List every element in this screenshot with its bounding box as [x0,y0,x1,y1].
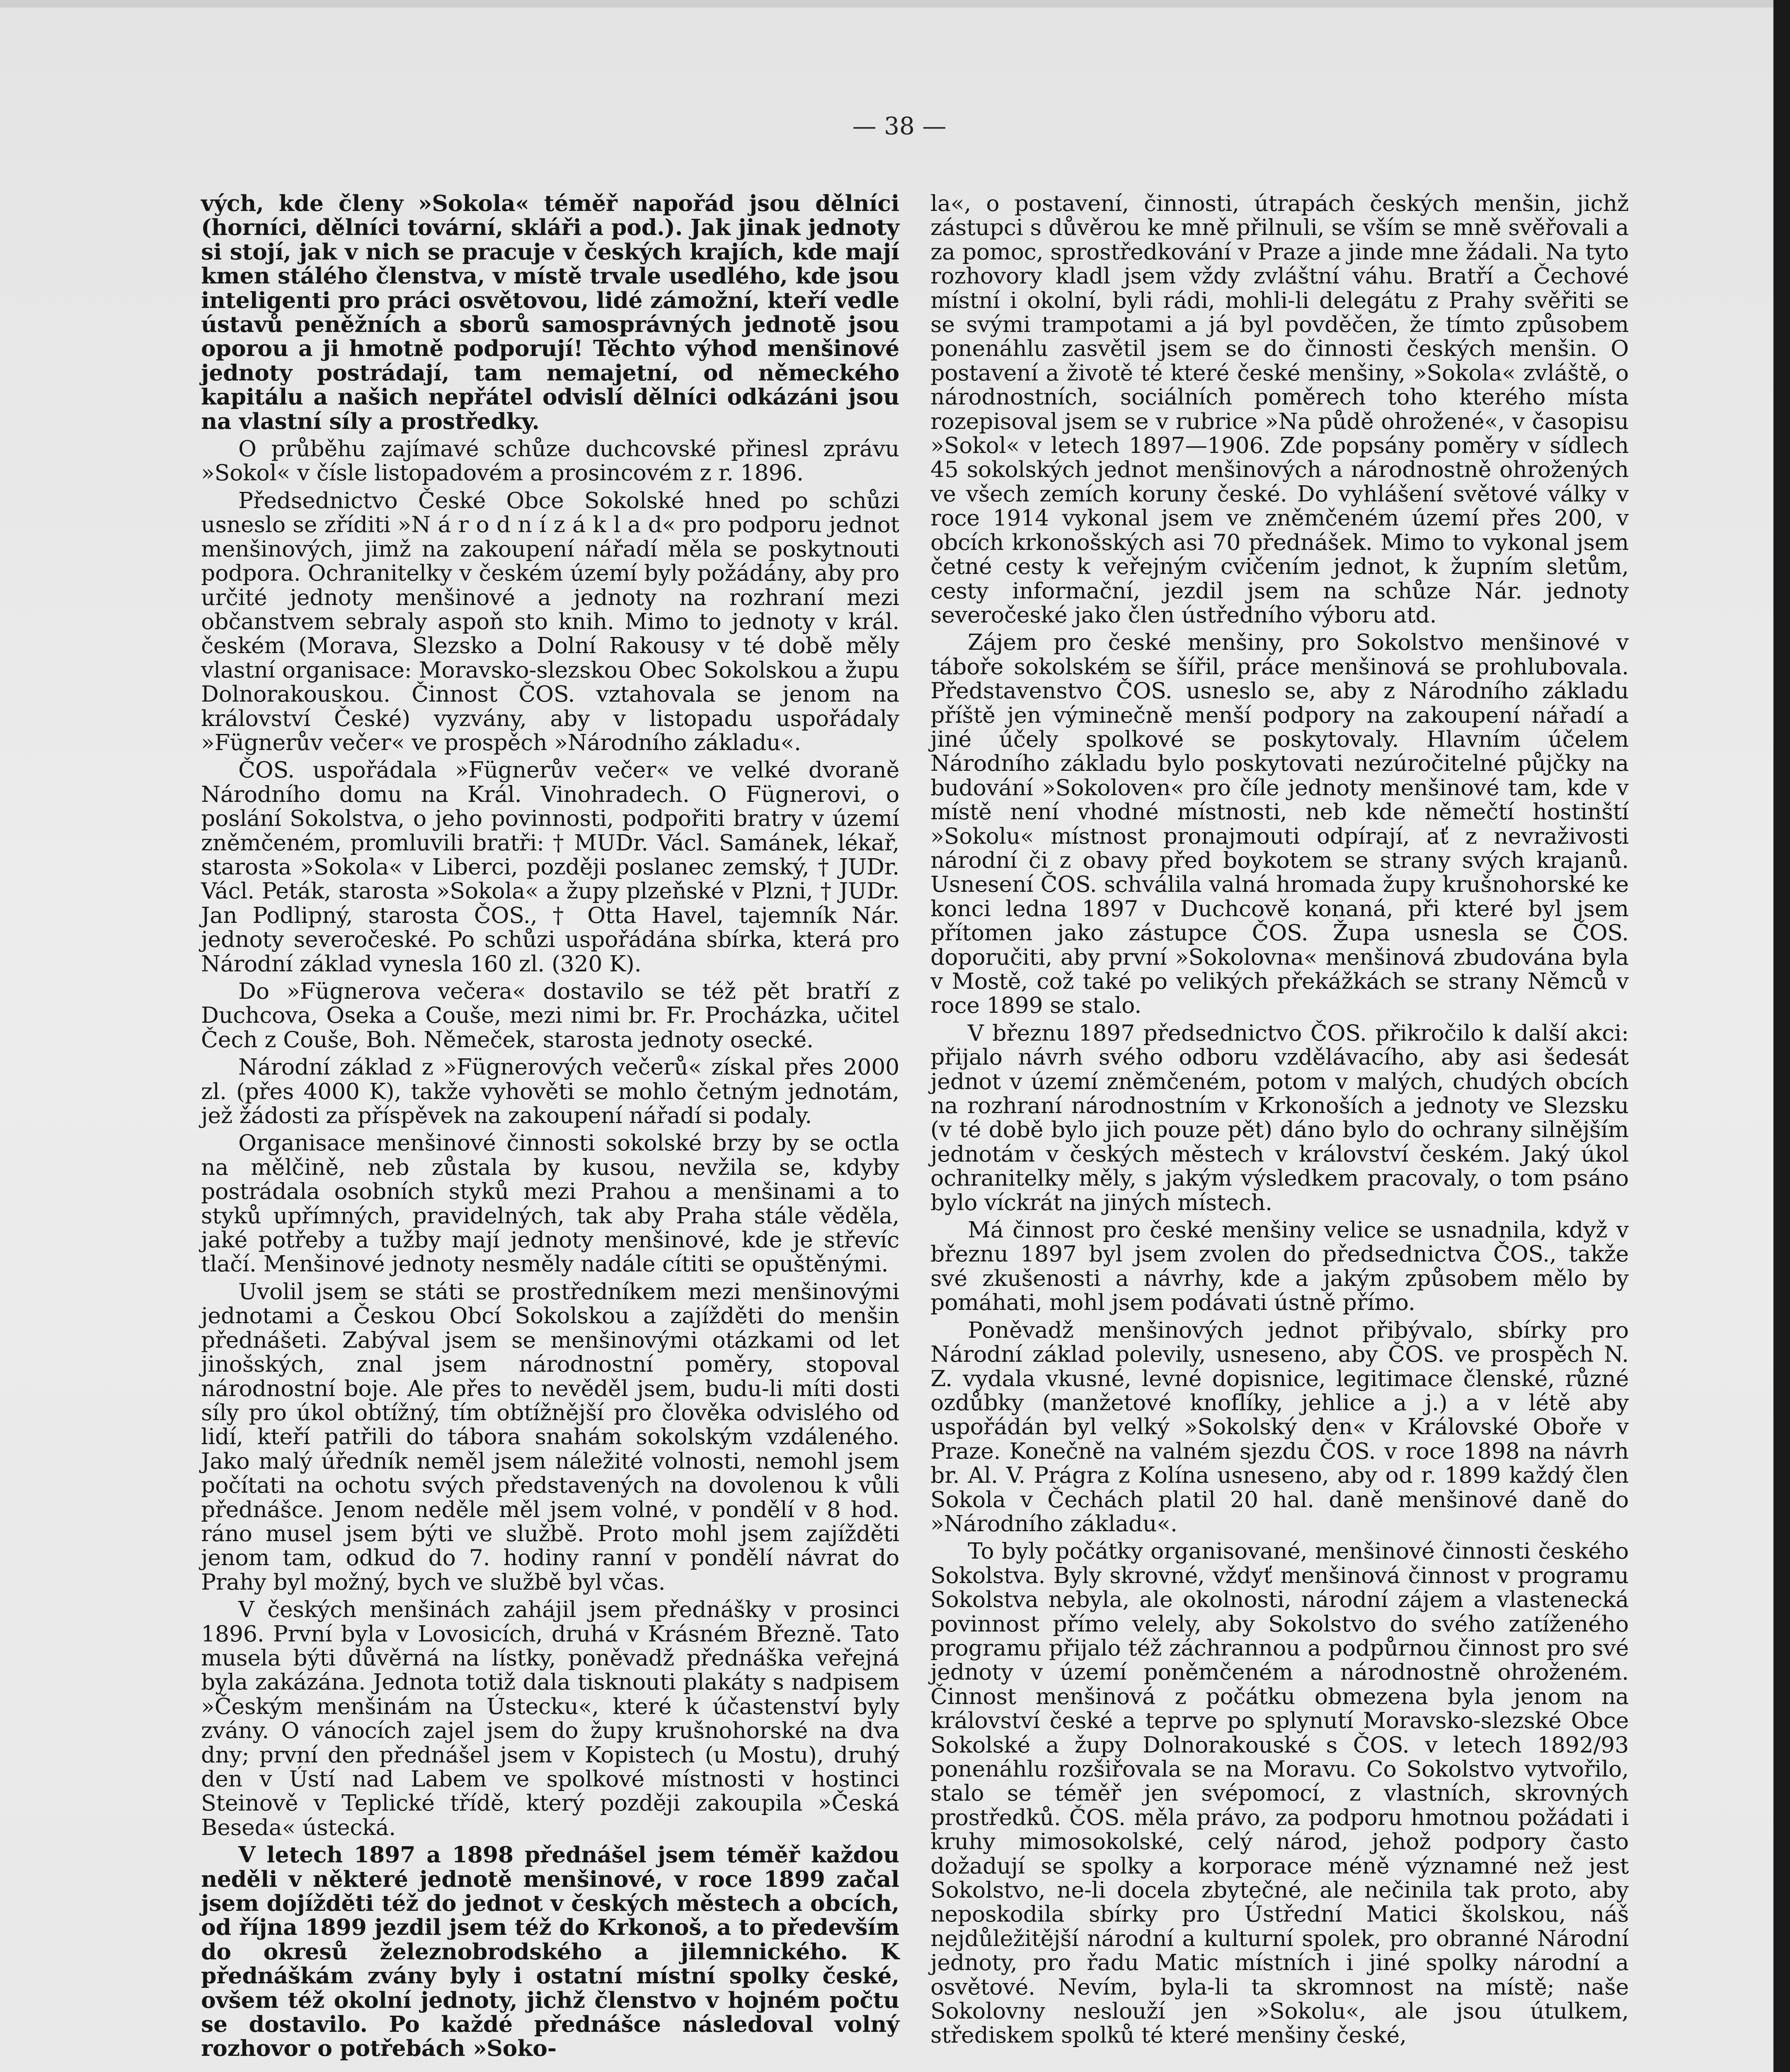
paragraph: Organisace menšinové činnosti sokolské brzy by se octla na mělčině, neb zůstala by kusou, nevžila se, kdyby postrádala osobních styků mezi Prahou a menšinami a to styků upřímných, pravidelných, tak aby Praha stále věděla, jaké potřeby a tužby mají jednoty menšinové, kde je střevíc tlačí. Menšinové jednoty nesměly nadále cítiti se opuštěnými. [201,1130,899,1277]
paragraph: Uvolil jsem se státi se prostředníkem mezi menšinovými jednotami a Českou Obcí Sokolskou a zajížděti do menšin přednášeti. Zabýval jsem se menšinovými otázkami od let jinošských, znal jsem národnostní poměry, stopoval národnostní boje. Ale přes to nevěděl jsem, budu-li míti dosti síly pro úkol obtížný, tím obtížnější pro člověka odvislého od lidí, kteří patřili do tábora snahám sokolským vzdáleného. Jako malý úředník neměl jsem náležité volnosti, nemohl jsem počítati na ochotu svých představených na dovolenou k vůli přednášce. Jenom neděle měl jsem volné, v pondělí v 8 hod. ráno musel jsem býti ve službě. Proto mohl jsem zajížděti jenom tam, odkud do 7. hodiny ranní v pondělí návrat do Prahy byl možný, bych ve službě byl včas. [201,1278,899,1595]
paragraph: V letech 1897 a 1898 přednášel jsem téměř každou neděli v některé jednotě menšinové, v roce 1899 začal jsem dojížděti též do jednot v českých městech a obcích, od října 1899 jezdil jsem též do Krkonoš, a to především do okresů železnobrodského a jilemnického. K přednáškám zvány byly i ostatní místní spolky české, ovšem též okolní jednoty, jichž členstvo v hojném počtu se dostavilo. Po každé přednášce následoval volný rozhovor o potřebách »Soko- [201,1842,899,2062]
paragraph: Do »Fügnerova večera« dostavilo se též pět bratří z Duchcova, Oseka a Couše, mezi nimi br. Fr. Procházka, učitel Čech z Couše, Boh. Němeček, starosta jednoty osecké. [201,978,899,1053]
paragraph: V březnu 1897 předsednictvo ČOS. přikročilo k další akci: přijalo návrh svého odboru vzdělávacího, aby asi šedesát jednot v území zněmčeném, potom v malých, chudých obcích na rozhraní národnostním v Krkonoších a jednoty ve Slezsku (v té době bylo jich pouze pět) dáno bylo do ochrany silnějším jednotám v českých městech v království českém. Jaký úkol ochranitelky měly, s jakým výsledkem pracovaly, o tom psáno bylo víckrát na jiných místech. [930,1019,1629,1215]
paragraph: Zájem pro české menšiny, pro Sokolstvo menšinové v táboře sokolském se šířil, práce menšinová se prohlubovala. Představenstvo ČOS. usneslo se, aby z Národního základu příště jen výminečně menší podpory na zakoupení nářadí a jiné účely spolkové se poskytovaly. Hlavním účelem Národního základu bylo poskytovati nezúročitelné půjčky na budování »Sokoloven« pro číle jednoty menšinové tam, kde v místě není vhodné místnosti, neb kde němečtí hostinští »Sokolu« místnost pronajmouti odpírají, ať z nevraživosti národní či z obavy před boykotem se strany svých krajanů. Usnesení ČOS. schválila valná hromada župy krušnohorské ke konci ledna 1897 v Duchcově konaná, při které byl jsem přítomen jako zástupce ČOS. Župa usnesla se ČOS. doporučiti, aby první »Sokolovna« menšinová zbudována byla v Mostě, což také po velikých překážkách se strany Němců v roce 1899 se stalo. [930,629,1629,1019]
page-number: — 38 — [852,112,947,140]
paragraph: Má činnost pro české menšiny velice se usnadnila, když v březnu 1897 byl jsem zvolen do předsednictva ČOS., takže své zkušenosti a návrhy, kde a jakým způsobem mělo by pomáhati, mohl jsem podávati ústně přímo. [930,1217,1629,1316]
paragraph: Předsednictvo České Obce Sokolské hned po schůzi usneslo se zříditi »N á r o d n í z á k l a d« pro podporu jednot menšinových, jimž na zakoupení nářadí měla se poskytnouti podpora. Ochranitelky v českém území byly požádány, aby pro určité jednoty menšinové a jednoty na rozhraní mezi občanstvem sebraly aspoň sto knih. Mimo to jednoty v král. českém (Morava, Slezsko a Dolní Rakousy v té době měly vlastní organisace: Moravsko-slezskou Obec Sokolskou a župu Dolnorakouskou. Činnost ČOS. vztahovala se jenom na království České) vyzvány, aby v listopadu uspořádaly »Fügnerův večer« ve prospěch »Národního základu«. [201,487,899,755]
paragraph: Národní základ z »Fügnerových večerů« získal přes 2000 zl. (přes 4000 K), takže vyhověti se mohlo četným jednotám, jež žádosti za příspěvek na zakoupení nářadí si podaly. [201,1054,899,1129]
paragraph: O průběhu zajímavé schůze duchcovské přinesl zprávu »Sokol« v čísle listopadovém a prosincovém z r. 1896. [201,436,899,486]
scan-right-edge [1773,0,1790,2072]
left-column [201,191,899,2061]
scan-top-edge [0,0,1790,7]
right-column [930,191,1629,2048]
paragraph: la«, o postavení, činnosti, útrapách českých menšin, jichž zástupci s důvěrou ke mně přilnuli, se vším se mně svěřovali a za pomoc, sprostředkování v Praze a jinde mne žádali. Na tyto rozhovory kladl jsem vždy zvláštní váhu. Bratří a Čechové místní i okolní, byli rádi, mohli-li delegátu z Prahy svěřiti se se svými trampotami a já byl povděčen, že tímto způsobem ponenáhlu zasvětil jsem se do činnosti českých menšin. O postavení a životě té které české menšiny, »Sokola« zvláště, o národnostních, sociálních poměrech toho kterého místa rozepisoval jsem se v rubrice »Na půdě ohrožené«, v časopisu »Sokol« v letech 1897—1906. Zde popsány poměry v sídlech 45 sokolských jednot menšinových a národnostně ohrožených ve všech zemích koruny české. Do vyhlášení světové války v roce 1914 vykonal jsem ve zněmčeném území přes 200, v obcích krkonošských asi 70 přednášek. Mimo to vykonal jsem četné cesty k veřejným cvičením jednot, k župním sletům, cesty informační, jezdil jsem na schůze Nár. jednoty severočeské jako člen ústředního výboru atd. [930,190,1629,628]
paragraph: Poněvadž menšinových jednot přibývalo, sbírky pro Národní základ polevily, usneseno, aby ČOS. ve prospěch N. Z. vydala vkusné, levné dopisnice, legitimace členské, různé ozdůbky (manžetové knoflíky, jehlice a j.) a v létě aby uspořádán byl velký »Sokolský den« v Královské Oboře v Praze. Konečně na valném sjezdu ČOS. v roce 1898 na návrh br. Al. V. Prágra z Kolína usneseno, aby od r. 1899 každý člen Sokola v Čechách platil 20 hal. daně menšinové daně do »Národního základu«. [930,1317,1629,1537]
paragraph: To byly počátky organisované, menšinové činnosti českého Sokolstva. Byly skrovné, vždyť menšinová činnost v programu Sokolstva nebyla, ale okolnosti, národní zájem a vlastenecká povinnost přímo velely, aby Sokolstvo do svého zatíženého programu přijalo též záchrannou a podpůrnou činnost pro své jednoty v území poněmčeném a národnostně ohroženém. Činnost menšinová z počátku obmezena byla jenom na království české a teprve po splynutí Moravsko-slezské Obce Sokolské a župy Dolnorakouské s ČOS. v letech 1892/93 ponenáhlu rozšiřovala se na Moravu. Co Sokolstvo vytvořilo, stalo se téměř jen svépomocí, z vlastních, skrovných prostředků. ČOS. měla právo, za podporu hmotnou požádati i kruhy mimosokolské, celý národ, jehož podpory často dožadují se spolky a korporace méně významné než jest Sokolstvo, ne-li docela zbytečné, ale nečinila tak proto, aby neposkodila sbírky pro Ústřední Matici školskou, náš nejdůležitější národní a kulturní spolek, pro obranné Národní jednoty, pro řadu Matic místních i jiné spolky národní a osvětové. Nevím, byla-li ta skromnost na místě; naše Sokolovny neslouží jen »Sokolu«, ale jsou útulkem, střediskem spolků té které menšiny české, [930,1538,1629,2048]
paragraph: V českých menšinách zahájil jsem přednášky v prosinci 1896. První byla v Lovosicích, druhá v Krásném Březně. Tato musela býti důvěrná na lístky, poněvadž přednáška veřejná byla zakázána. Jednota totiž dala tisknouti plakáty s nadpisem »Českým menšinám na Ústecku«, které k účastenství byly zvány. O vánocích zajel jsem do župy krušnohorské na dva dny; první den přednášel jsem v Kopistech (u Mostu), druhý den v Ústí nad Labem ve spolkové místnosti v hostinci Steinově v Teplické třídě, který později zakoupila »Česká Beseda« ústecká. [201,1596,899,1840]
paragraph: vých, kde členy »Sokola« téměř napořád jsou dělníci (horníci, dělníci tovární, skláři a pod.). Jak jinak jednoty si stojí, jak v nich se pracuje v českých krajích, kde mají kmen stálého členstva, v místě trvale usedlého, kde jsou inteligenti pro práci osvětovou, lidé zámožní, kteří vedle ústavů peněžních a sborů samosprávných jednotě jsou oporou a ji hmotně podporují! Těchto výhod menšinové jednoty postrádají, tam nemajetní, od německého kapitálu a našich nepřátel odvislí dělníci odkázáni jsou na vlastní síly a prostředky. [201,190,899,434]
paragraph: ČOS. uspořádala »Fügnerův večer« ve velké dvoraně Národního domu na Král. Vinohradech. O Fügnerovi, o poslání Sokolstva, o jeho povinnosti, podpořiti bratry v území zněmčeném, promluvili bratři: † MUDr. Václ. Samánek, lékař, starosta »Sokola« v Liberci, později poslanec zemský, † JUDr. Václ. Peták, starosta »Sokola« a župy plzeňské v Plzni, † JUDr. Jan Podlipný, starosta ČOS., † Otta Havel, tajemník Nár. jednoty severočeské. Po schůzi uspořádána sbírka, která pro Národní základ vynesla 160 zl. (320 K). [201,757,899,977]
